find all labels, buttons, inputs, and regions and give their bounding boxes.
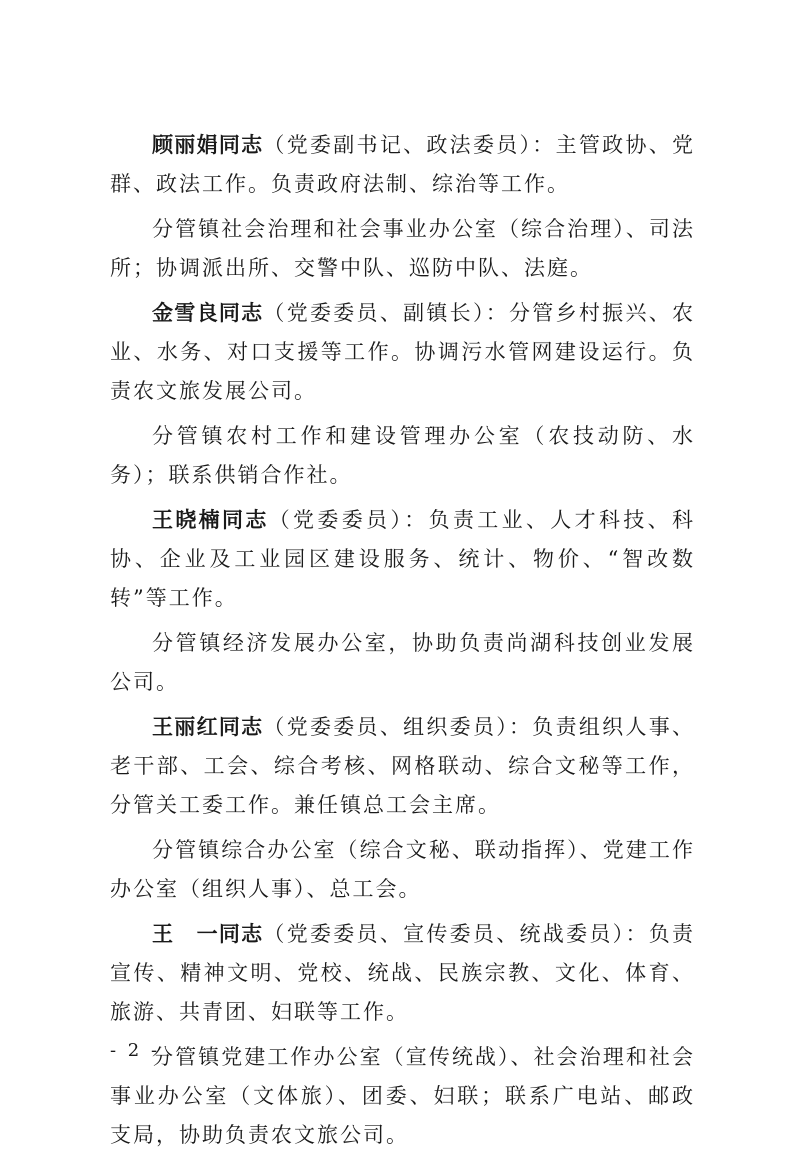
assignment-paragraph-4: 分管镇综合办公室（综合文秘、联动指挥）、党建工作办公室（组织人事）、总工会。 [110,838,695,901]
assignment-paragraph-2: 分管镇农村工作和建设管理办公室（农技动防、水务）；联系供销合作社。 [110,424,695,487]
duty-text: （党委副书记、政法委员）：主管政协、党群、政法工作。负责政府法制、综治等工作。 [110,133,696,196]
assignment-paragraph-3: 分管镇经济发展办公室，协助负责尚湖科技创业发展公司。 [110,631,695,694]
official-name: 顾丽娟同志 [152,133,264,157]
duty-paragraph-2 [110,294,695,411]
duty-text: （党委委员、组织委员）：负责组织人事、老干部、工会、综合考核、网格联动、综合文秘等工作，分管关工委工作。兼任镇总工会主席。 [110,715,696,817]
duty-text: （党委委员、宣传委员、统战委员）：负责宣传、精神文明、党校、统战、民族宗教、文化、体育、旅游、共青团、妇联等工作。 [110,922,696,1024]
duty-paragraph-5 [110,915,695,1032]
duty-paragraph-4 [110,708,695,825]
official-name: 王 一同志 [152,922,264,946]
official-name: 王丽红同志 [152,715,264,739]
duty-text: （党委委员）：负责工业、人才科技、科协、企业及工业园区建设服务、统计、物价、“智改数转”等工作。 [110,508,696,610]
duty-paragraph-1 [110,126,695,204]
page-number: - 2 - [110,1040,161,1061]
assignment-paragraph-5: 分管镇党建工作办公室（宣传统战）、社会治理和社会事业办公室（文体旅）、团委、妇联；联系广电站、邮政支局，协助负责农文旅公司。 [110,1045,695,1147]
official-name: 王晓楠同志 [152,508,269,532]
document-body [110,126,695,1155]
assignment-paragraph-1: 分管镇社会治理和社会事业办公室（综合治理）、司法所；协调派出所、交警中队、巡防中队、法庭。 [110,217,695,280]
duty-text: （党委委员、副镇长）：分管乡村振兴、农业、水务、对口支援等工作。协调污水管网建设运行。负责农文旅发展公司。 [110,301,696,403]
official-name: 金雪良同志 [152,301,264,325]
duty-paragraph-3 [110,501,695,618]
